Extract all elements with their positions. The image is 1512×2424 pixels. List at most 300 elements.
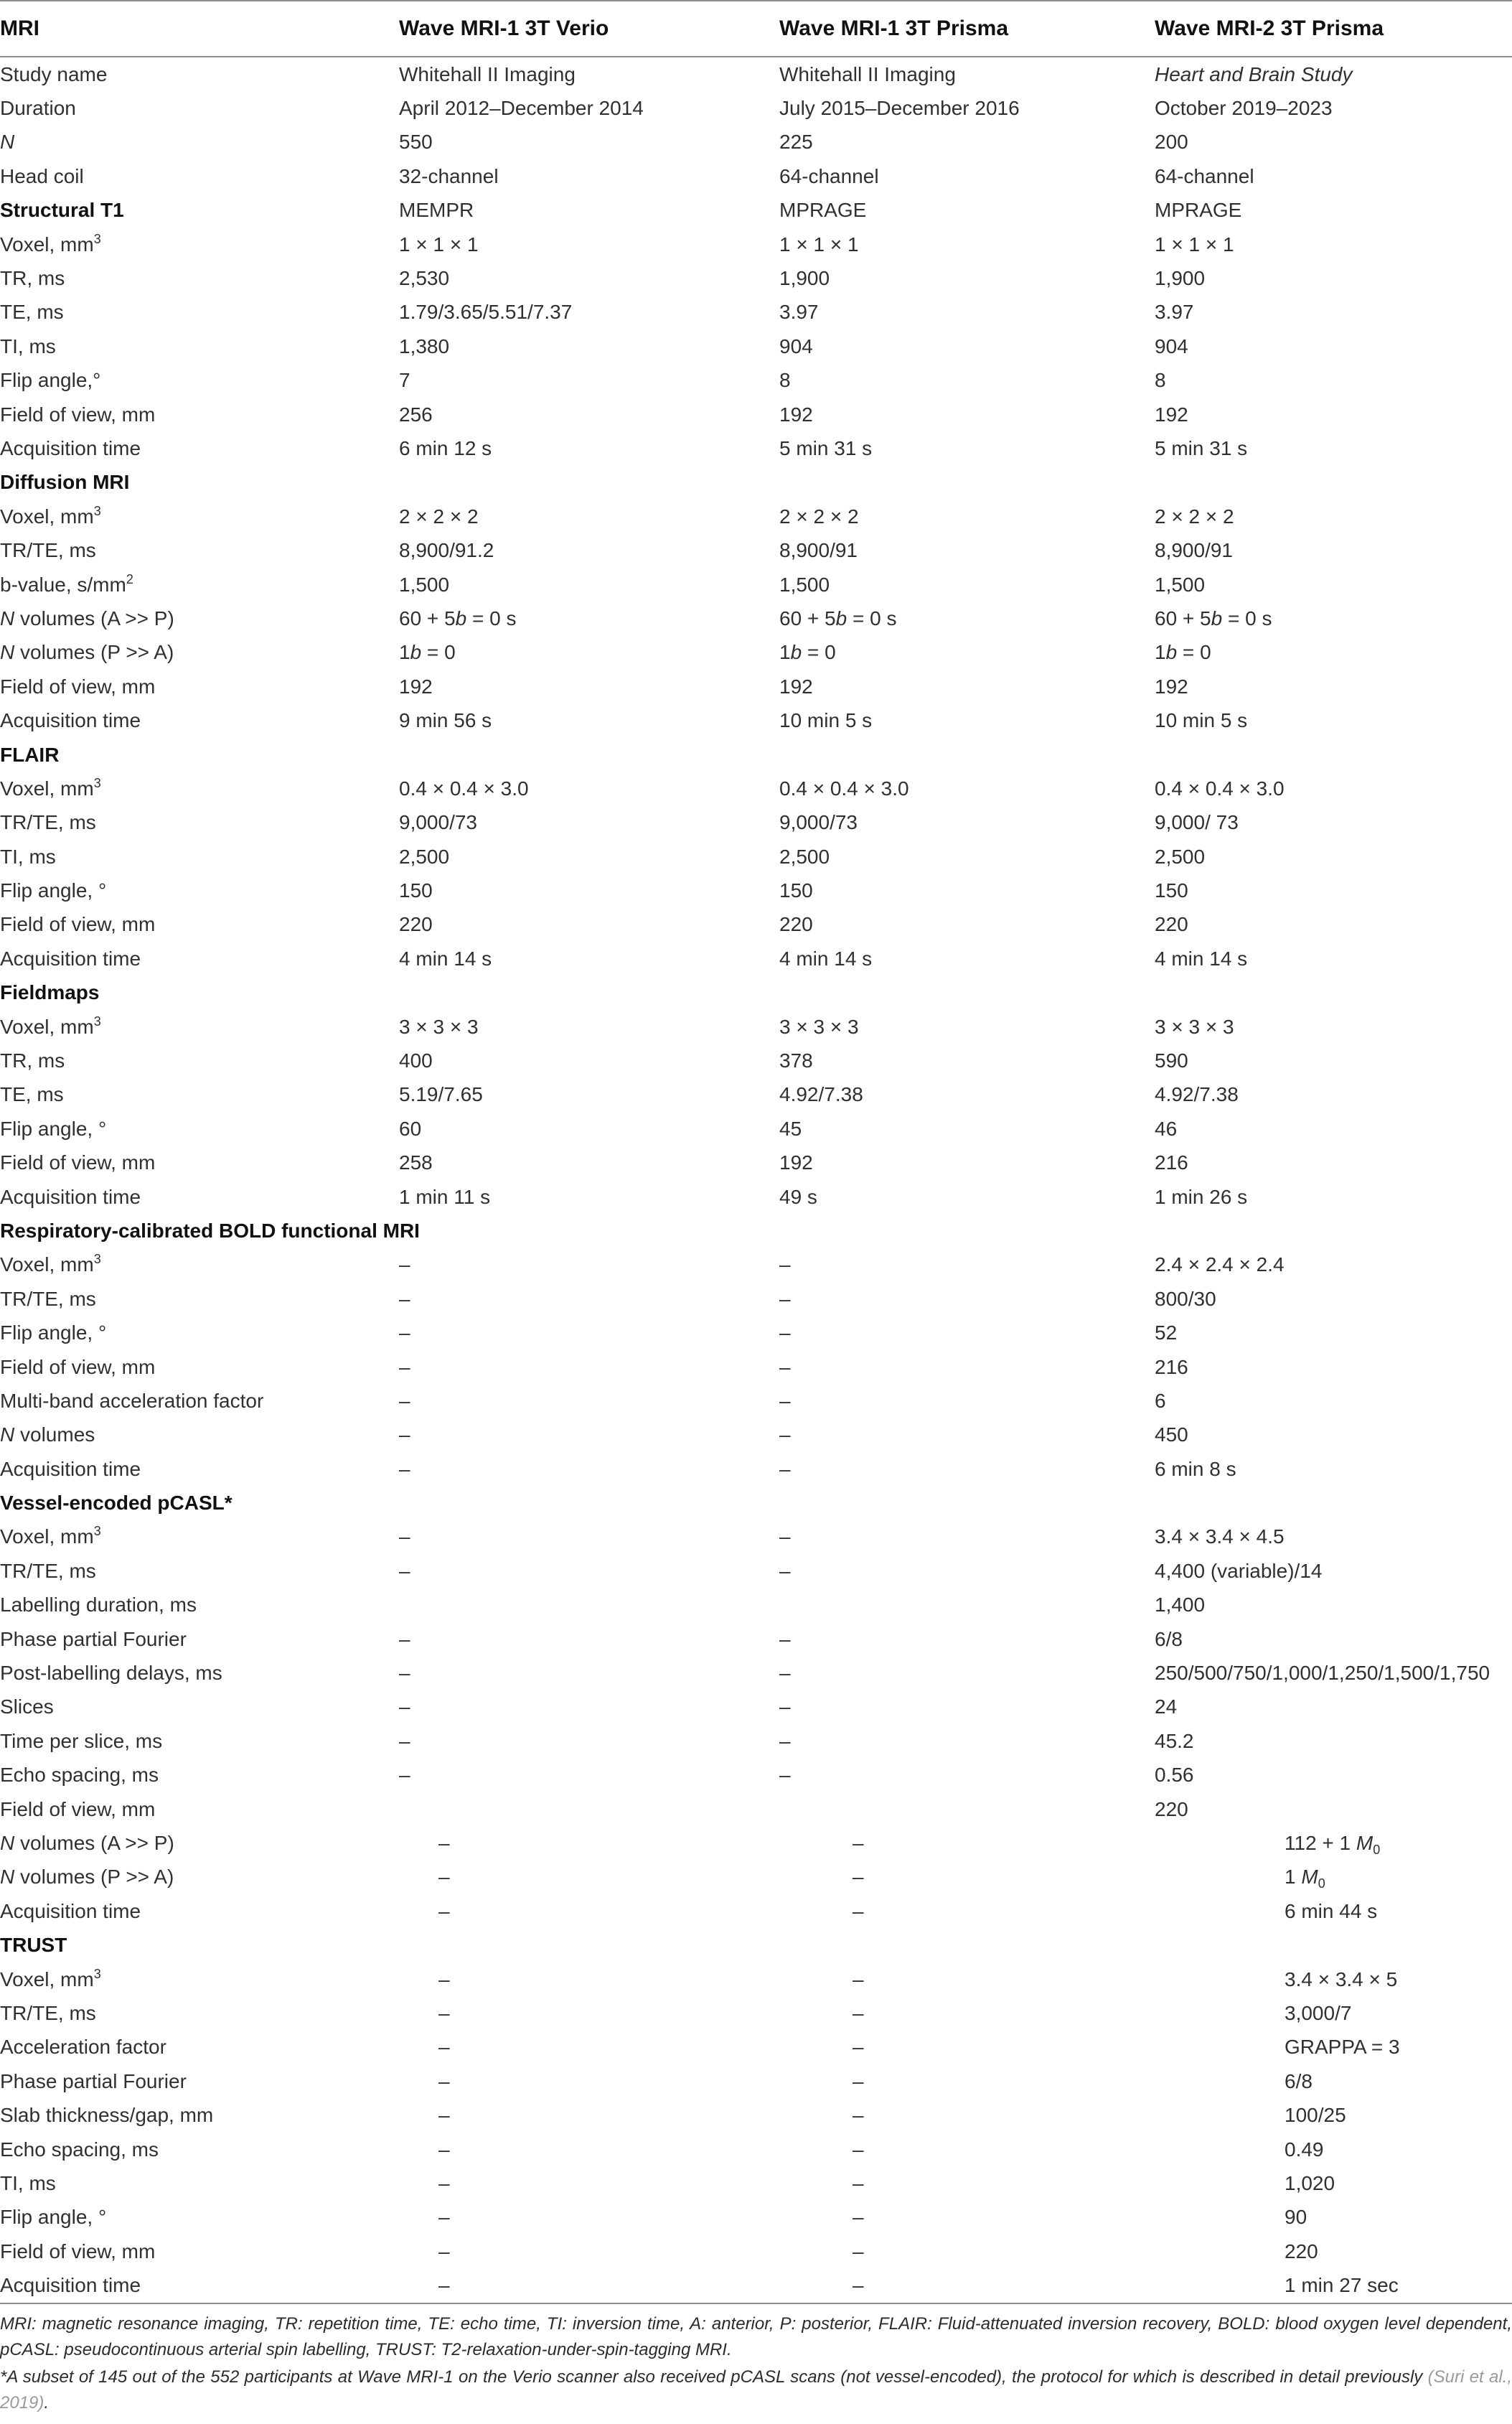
cell-value: 3.97 (779, 301, 819, 324)
row-label: Echo spacing, ms (0, 1764, 159, 1787)
cell-value: 6 min 8 s (1155, 1457, 1236, 1480)
table-row (0, 568, 1512, 602)
cell-value: 150 (779, 879, 813, 902)
cell-value: – (399, 1321, 410, 1344)
cell-value: – (399, 1457, 410, 1480)
italic-text: Heart and Brain Study (1155, 62, 1353, 85)
cell-value: – (853, 2171, 864, 2194)
cell-value: 90 (1285, 2206, 1307, 2229)
section-header-row (0, 1486, 1512, 1520)
cell-value: – (779, 1729, 791, 1752)
row-label: Flip angle, ° (0, 1321, 107, 1344)
cell-value: 0.4 × 0.4 × 3.0 (1155, 777, 1285, 800)
cell-value: 9,000/73 (779, 811, 858, 834)
table-row (0, 1861, 1512, 1894)
cell-value: – (779, 1287, 791, 1310)
italic-text: N (0, 1423, 15, 1446)
cell-value: – (438, 2069, 450, 2092)
cell-value: 5 min 31 s (779, 436, 873, 459)
cell-value: 52 (1155, 1321, 1178, 1344)
cell-value: – (779, 1525, 791, 1548)
text-run: = 0 s (466, 607, 517, 630)
table-row (0, 942, 1512, 975)
cell-value: 6 min 44 s (1285, 1899, 1378, 1922)
cell-value: 24 (1155, 1695, 1178, 1718)
table-row (0, 261, 1512, 295)
row-label: Acquisition time (0, 1899, 141, 1922)
column-header-mri: MRI (0, 17, 39, 40)
table-body (0, 57, 1512, 2303)
cell-value: 192 (1155, 403, 1188, 426)
cell-value: – (438, 2274, 450, 2297)
row-label: Field of view, mm (0, 1355, 156, 1378)
table-row (0, 2064, 1512, 2098)
table-row (0, 1588, 1512, 1622)
superscript: 3 (93, 1966, 101, 1981)
cell-value: 1 × 1 × 1 (399, 233, 479, 256)
section-header-row (0, 976, 1512, 1010)
table-row (0, 1724, 1512, 1758)
cell-value: 192 (779, 675, 813, 698)
citation-link[interactable]: (Suri et al., 2019) (0, 2367, 1512, 2413)
cell-value (1155, 641, 1512, 664)
section-title: Respiratory-calibrated BOLD functional MRI (0, 1219, 420, 1242)
italic-text: N (0, 1866, 15, 1889)
row-label: Flip angle, ° (0, 879, 107, 902)
cell-value: – (779, 1457, 791, 1480)
table-row (0, 2166, 1512, 2200)
section-title: FLAIR (0, 743, 60, 766)
table-row (0, 874, 1512, 907)
cell-value: 10 min 5 s (779, 709, 873, 732)
cell-value: – (438, 2171, 450, 2194)
cell-value: – (438, 1832, 450, 1854)
table-row (0, 91, 1512, 125)
cell-value: 9,000/ 73 (1155, 811, 1239, 834)
cell-value: – (399, 1662, 410, 1685)
cell-value: 2,500 (1155, 845, 1206, 868)
cell-value: 9 min 56 s (399, 709, 492, 732)
text-run: Voxel, mm (0, 1015, 94, 1038)
section-title: Diffusion MRI (0, 471, 130, 494)
cell-value: 3 × 3 × 3 (1155, 1015, 1234, 1038)
cell-value: – (779, 1559, 791, 1582)
cell-value: October 2019–2023 (1155, 97, 1333, 120)
cell-value: 1,500 (399, 573, 450, 596)
row-label (0, 233, 399, 256)
cell-value: 192 (1155, 675, 1188, 698)
table-row (0, 1044, 1512, 1077)
cell-value: – (779, 1764, 791, 1787)
row-label: Duration (0, 97, 76, 120)
row-label: Labelling duration, ms (0, 1594, 197, 1616)
table-row (0, 1759, 1512, 1792)
cell-value: – (438, 1967, 450, 1990)
table-row (0, 2201, 1512, 2235)
cell-value: – (438, 2001, 450, 2024)
table-row (0, 228, 1512, 261)
row-label: Flip angle, ° (0, 1117, 107, 1140)
cell-value: 60 (399, 1117, 422, 1140)
cell-value (779, 607, 1155, 630)
footnote-abbreviations: MRI: magnetic resonance imaging, TR: repetition time, TE: echo time, TI: inversion time, A: anterior, P: posterior, FLAIR: Fluid-attenuated inversion recovery, BOLD: blood oxygen level dependent, pCASL: pseudocontinuous arterial spin labelling, TRUST: T2-relaxation-under-spin-tagging MRI. (0, 2314, 1512, 2359)
superscript: 3 (93, 1252, 101, 1267)
text-run: volumes (A >> P) (14, 1832, 174, 1854)
footnote-pcasl (0, 2364, 1512, 2416)
cell-value (399, 607, 779, 630)
cell-value: – (438, 2240, 450, 2262)
table-row (0, 533, 1512, 567)
cell-value: 1 min 26 s (1155, 1185, 1248, 1208)
text-run: volumes (P >> A) (14, 1866, 174, 1889)
cell-value: – (853, 1832, 864, 1854)
table-row (0, 602, 1512, 635)
subscript: 0 (1318, 1876, 1325, 1891)
italic-text: b (455, 607, 467, 630)
section-header-row (0, 466, 1512, 500)
cell-value: 220 (1285, 2240, 1318, 2262)
cell-value (779, 641, 1155, 664)
superscript: 3 (93, 775, 101, 790)
cell-value: – (779, 1355, 791, 1378)
cell-value: 590 (1155, 1049, 1188, 1072)
table-row (0, 1554, 1512, 1588)
cell-value: 6/8 (1285, 2069, 1313, 2092)
cell-value: 3.97 (1155, 301, 1194, 324)
cell-value: 4 min 14 s (779, 947, 873, 970)
cell-value: Whitehall II Imaging (399, 62, 576, 85)
cell-value: – (779, 1253, 791, 1276)
superscript: 3 (93, 1524, 101, 1539)
column-header-wave1-verio: Wave MRI-1 3T Verio (399, 17, 609, 40)
row-label: TR, ms (0, 267, 65, 290)
italic-text: b (1165, 641, 1178, 664)
table-row (0, 2235, 1512, 2268)
cell-value: – (399, 1525, 410, 1548)
cell-value: 49 s (779, 1185, 817, 1208)
cell-value: – (853, 2036, 864, 2059)
text-run: = 0 (421, 641, 456, 664)
cell-value: – (779, 1662, 791, 1685)
row-label: Field of view, mm (0, 1797, 156, 1820)
text-run: Voxel, mm (0, 1967, 94, 1990)
cell-value: 400 (399, 1049, 433, 1072)
cell-value: 192 (779, 1151, 813, 1174)
table-row (0, 1350, 1512, 1384)
cell-value: 1,500 (1155, 573, 1206, 596)
text-run: = 0 s (1222, 607, 1272, 630)
text-run: 1 (1285, 1866, 1302, 1889)
row-label: Head coil (0, 164, 84, 187)
cell-value: 6 min 12 s (399, 436, 492, 459)
row-label: Acquisition time (0, 2274, 141, 2297)
row-label (0, 1866, 399, 1889)
text-run: 1 (779, 641, 791, 664)
table-row (0, 1520, 1512, 1554)
cell-value: – (853, 2138, 864, 2161)
text-run: b-value, s/mm (0, 573, 126, 596)
cell-value (1155, 1832, 1512, 1855)
cell-value: 5 min 31 s (1155, 436, 1248, 459)
row-label: TR/TE, ms (0, 2001, 96, 2024)
section-title: Vessel-encoded pCASL* (0, 1492, 233, 1515)
cell-value: 0.4 × 0.4 × 3.0 (779, 777, 909, 800)
italic-text: M (1356, 1832, 1374, 1854)
cell-value: 3.4 × 3.4 × 4.5 (1155, 1525, 1285, 1548)
cell-value: 220 (399, 913, 433, 936)
cell-value: – (853, 2104, 864, 2127)
cell-value: 46 (1155, 1117, 1178, 1140)
cell-value: 8,900/91 (1155, 539, 1233, 562)
table-row (0, 1316, 1512, 1349)
row-label (0, 1016, 399, 1039)
cell-value: – (399, 1627, 410, 1650)
cell-value: – (853, 1866, 864, 1889)
cell-value: 250/500/750/1,000/1,250/1,500/1,750 (1155, 1662, 1490, 1685)
cell-value: 450 (1155, 1423, 1188, 1446)
cell-value: 0.56 (1155, 1764, 1194, 1787)
table-row (0, 1826, 1512, 1860)
table-row (0, 1894, 1512, 1928)
cell-value: 2 × 2 × 2 (399, 505, 479, 528)
cell-value: – (438, 1899, 450, 1922)
cell-value: – (399, 1695, 410, 1718)
row-label: TR/TE, ms (0, 539, 96, 562)
row-label: TR/TE, ms (0, 1287, 96, 1310)
table-row (0, 398, 1512, 431)
cell-value: – (399, 1559, 410, 1582)
table-row (0, 2098, 1512, 2132)
column-header-wave2-prisma: Wave MRI-2 3T Prisma (1155, 17, 1384, 40)
cell-value: 3.4 × 3.4 × 5 (1285, 1967, 1398, 1990)
row-label: Acceleration factor (0, 2036, 166, 2059)
cell-value (1155, 607, 1512, 630)
row-label: Acquisition time (0, 1185, 141, 1208)
row-label: TI, ms (0, 334, 56, 357)
cell-value: – (438, 2104, 450, 2127)
row-label (0, 1423, 399, 1446)
table-row (0, 1962, 1512, 1996)
italic-text: N (0, 131, 15, 154)
cell-value: 150 (1155, 879, 1188, 902)
section-header-row (0, 194, 1512, 228)
table-row (0, 1146, 1512, 1180)
text-run: Voxel, mm (0, 1253, 94, 1276)
cell-value: 8 (1155, 369, 1166, 392)
table-row (0, 1656, 1512, 1690)
cell-value: 200 (1155, 131, 1188, 154)
cell-value: – (779, 1627, 791, 1650)
table-row (0, 500, 1512, 533)
section-title: Fieldmaps (0, 981, 100, 1004)
cell-value: 3 × 3 × 3 (779, 1015, 859, 1038)
row-label: Flip angle,° (0, 369, 101, 392)
cell-value (1155, 63, 1512, 86)
cell-value: 904 (1155, 334, 1188, 357)
cell-value: 225 (779, 131, 813, 154)
cell-value: MEMPR (399, 199, 474, 222)
text-run: volumes (A >> P) (14, 607, 174, 630)
cell-value: – (438, 1866, 450, 1889)
cell-value: 2 × 2 × 2 (1155, 505, 1234, 528)
text-run: 112 + 1 (1285, 1832, 1356, 1854)
cell-value: 1.79/3.65/5.51/7.37 (399, 301, 573, 324)
cell-value: 904 (779, 334, 813, 357)
row-label (0, 1253, 399, 1276)
cell-value: – (399, 1423, 410, 1446)
cell-value: 9,000/73 (399, 811, 477, 834)
cell-value (399, 641, 779, 664)
text-run: 60 + 5 (1155, 607, 1211, 630)
italic-text: N (0, 641, 15, 664)
subscript: 0 (1373, 1843, 1381, 1857)
table-row (0, 806, 1512, 840)
table-row (0, 2133, 1512, 2166)
row-label (0, 607, 399, 630)
table-row (0, 1996, 1512, 2030)
cell-value: – (399, 1729, 410, 1752)
superscript: 2 (126, 571, 133, 586)
section-title: TRUST (0, 1934, 67, 1957)
row-label: Acquisition time (0, 436, 141, 459)
text-run: Voxel, mm (0, 777, 94, 800)
cell-value: – (399, 1389, 410, 1412)
table-row (0, 57, 1512, 91)
table-row (0, 1418, 1512, 1452)
table-row (0, 1282, 1512, 1316)
row-label: Echo spacing, ms (0, 2138, 159, 2161)
cell-value: – (438, 2036, 450, 2059)
row-label (0, 131, 399, 154)
italic-text: N (0, 607, 15, 630)
cell-value: 0.4 × 0.4 × 3.0 (399, 777, 529, 800)
cell-value: – (438, 2206, 450, 2229)
cell-value: – (438, 2138, 450, 2161)
cell-value: – (779, 1695, 791, 1718)
row-label: Flip angle, ° (0, 2206, 107, 2229)
row-label (0, 1968, 399, 1991)
cell-value: July 2015–December 2016 (779, 97, 1020, 120)
cell-value: 10 min 5 s (1155, 709, 1248, 732)
cell-value: 8,900/91 (779, 539, 858, 562)
italic-text: b (790, 641, 802, 664)
cell-value: 0.49 (1285, 2138, 1324, 2161)
cell-value: – (853, 2274, 864, 2297)
row-label (0, 571, 399, 596)
row-label: Acquisition time (0, 947, 141, 970)
cell-value: 2.4 × 2.4 × 2.4 (1155, 1253, 1285, 1276)
cell-value: 2,530 (399, 267, 450, 290)
cell-value: 1 × 1 × 1 (779, 233, 859, 256)
cell-value: – (399, 1764, 410, 1787)
cell-value: 1,400 (1155, 1594, 1206, 1616)
italic-text: M (1301, 1866, 1318, 1889)
row-label: Field of view, mm (0, 2240, 156, 2262)
row-label: Phase partial Fourier (0, 2069, 187, 2092)
text-run: volumes (P >> A) (14, 641, 174, 664)
text-run: 60 + 5 (399, 607, 456, 630)
row-label: Post-labelling delays, ms (0, 1662, 222, 1685)
row-label: Acquisition time (0, 709, 141, 732)
cell-value: 3 × 3 × 3 (399, 1015, 479, 1038)
table-row (0, 2268, 1512, 2302)
text-run: 1 (399, 641, 410, 664)
text-run: Voxel, mm (0, 1525, 94, 1548)
cell-value: April 2012–December 2014 (399, 97, 644, 120)
row-label (0, 1832, 399, 1855)
cell-value: 800/30 (1155, 1287, 1216, 1310)
cell-value: 4 min 14 s (399, 947, 492, 970)
row-label: Slab thickness/gap, mm (0, 2104, 214, 2127)
cell-value: 220 (779, 913, 813, 936)
row-label: TI, ms (0, 2171, 56, 2194)
section-title: Structural T1 (0, 199, 124, 222)
cell-value: – (779, 1321, 791, 1344)
cell-value: – (779, 1389, 791, 1412)
cell-value: 1 min 11 s (399, 1185, 491, 1208)
row-label: Acquisition time (0, 1457, 141, 1480)
table-row (0, 2031, 1512, 2064)
row-label: TI, ms (0, 845, 56, 868)
superscript: 3 (93, 1014, 101, 1029)
cell-value: – (779, 1423, 791, 1446)
superscript: 3 (93, 503, 101, 518)
row-label: TR/TE, ms (0, 811, 96, 834)
cell-value: 3,000/7 (1285, 2001, 1352, 2024)
cell-value: 2,500 (779, 845, 830, 868)
cell-value: 100/25 (1285, 2104, 1346, 2127)
table-row (0, 840, 1512, 874)
row-label (0, 777, 399, 800)
table-row (0, 908, 1512, 942)
row-label (0, 641, 399, 664)
cell-value: 1 min 27 sec (1285, 2274, 1399, 2297)
section-header-row (0, 738, 1512, 772)
cell-value: – (853, 2206, 864, 2229)
cell-value: Whitehall II Imaging (779, 62, 956, 85)
section-header-row (0, 1214, 1512, 1248)
cell-value: – (853, 2240, 864, 2262)
cell-value: – (399, 1355, 410, 1378)
row-label: TR/TE, ms (0, 1559, 96, 1582)
cell-value: 2,500 (399, 845, 450, 868)
table-row (0, 1010, 1512, 1044)
row-label (0, 1525, 399, 1548)
cell-value: 6/8 (1155, 1627, 1183, 1650)
italic-text: b (1211, 607, 1223, 630)
table-row (0, 1792, 1512, 1826)
table-row (0, 772, 1512, 805)
cell-value: – (853, 2001, 864, 2024)
cell-value: 4 min 14 s (1155, 947, 1248, 970)
table-row (0, 1690, 1512, 1724)
cell-value: – (399, 1253, 410, 1276)
cell-value: 4,400 (variable)/14 (1155, 1559, 1323, 1582)
row-label: Time per slice, ms (0, 1729, 163, 1752)
table-row (0, 1384, 1512, 1418)
table-row (0, 1180, 1512, 1214)
column-header-wave1-prisma: Wave MRI-1 3T Prisma (779, 17, 1008, 40)
cell-value: 7 (399, 369, 410, 392)
text-run: = 0 s (847, 607, 897, 630)
footnote-end: . (44, 2393, 50, 2413)
cell-value: 1,500 (779, 573, 830, 596)
section-header-row (0, 1928, 1512, 1962)
cell-value: – (853, 2069, 864, 2092)
cell-value: 550 (399, 131, 433, 154)
cell-value: 64-channel (1155, 164, 1254, 187)
row-label: Multi-band acceleration factor (0, 1389, 264, 1412)
